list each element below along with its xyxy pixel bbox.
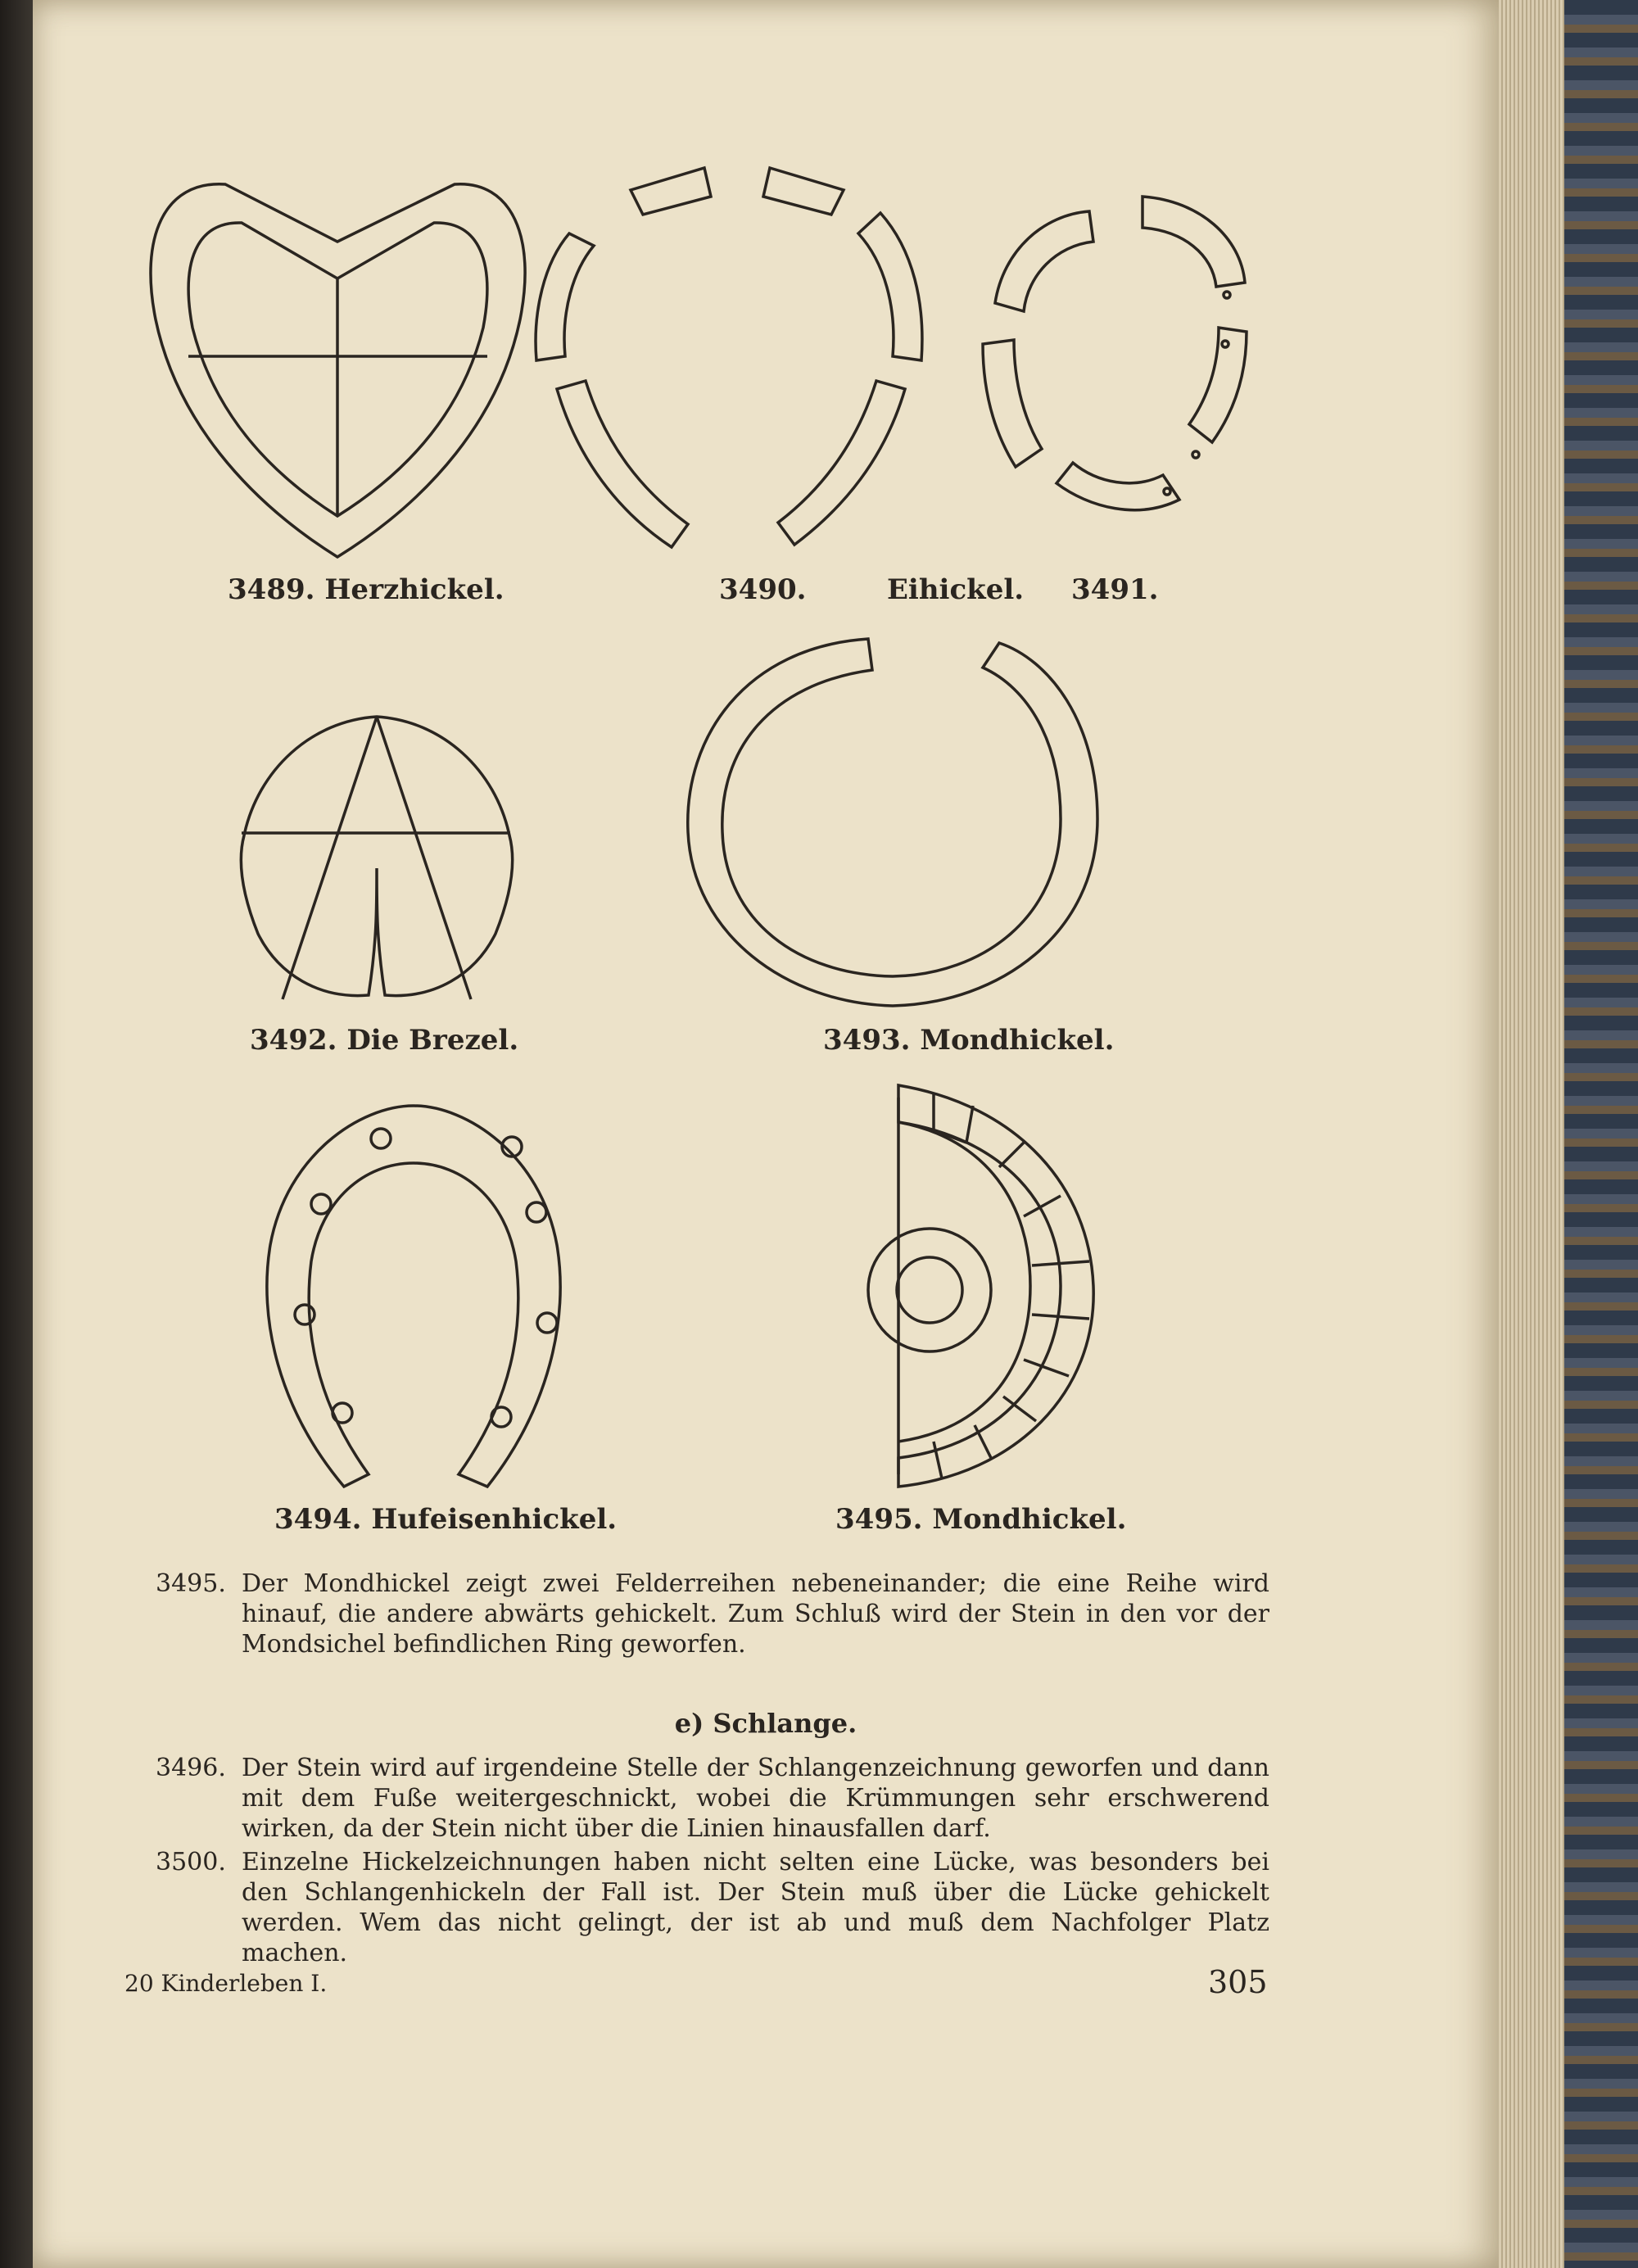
paragraph-block — [156, 1569, 1269, 1663]
figure-3495-crescent-drawing — [868, 1085, 1093, 1487]
caption-3490-label — [887, 573, 1024, 606]
caption-3495 — [835, 1503, 1126, 1536]
book-binding-right — [1556, 0, 1638, 2268]
figure-3491-drawing — [983, 197, 1247, 510]
figure-number: 3489. — [228, 573, 315, 606]
paragraph-number: 3495. — [156, 1569, 226, 1598]
figure-number: 3491. — [1071, 573, 1159, 606]
paragraph-number: 3496. — [156, 1754, 226, 1782]
figure-number: 3494. — [274, 1503, 362, 1536]
figure-3490-egg-drawing — [536, 168, 922, 547]
paragraph-text: Der Stein wird auf irgendeine Stelle der Schlangenzeichnung geworfen und dann mit dem Fuße weitergeschnickt, wobei die Krümmungen sehr erschwerend wirken, da der Stein nicht über die Linien hinausfallen darf. — [242, 1754, 1269, 1843]
book-page — [33, 0, 1499, 2268]
figure-label: Herzhickel. — [324, 573, 505, 606]
section-paragraphs — [156, 1753, 1269, 1971]
footer-signature: 20 Kinderleben I. — [124, 1970, 328, 1997]
caption-3489 — [228, 573, 505, 606]
caption-3491 — [1071, 573, 1158, 606]
figure-number: 3492. — [250, 1024, 337, 1057]
paragraph-3500 — [156, 1847, 1269, 1968]
caption-3494 — [274, 1503, 617, 1536]
paragraph-text: Einzelne Hickelzeichnungen haben nicht selten eine Lücke, was besonders bei den Schlangenhickeln der Fall ist. Der Stein muß über die Lücke gehickelt werden. Wem das nicht gelingt, der ist ab und muß dem Nachfolger Platz machen. — [242, 1848, 1269, 1967]
figure-3493-moon-drawing — [688, 639, 1097, 1006]
figure-label: Die Brezel. — [346, 1024, 519, 1057]
figure-label: Eihickel. — [887, 573, 1025, 606]
figure-label: Mondhickel. — [920, 1024, 1115, 1057]
paragraph-number: 3500. — [156, 1848, 226, 1876]
page-number: 305 — [1208, 1964, 1268, 2000]
figure-label: Mondhickel. — [932, 1503, 1127, 1536]
caption-3493 — [823, 1024, 1114, 1057]
figure-3489-heart-drawing — [151, 184, 525, 557]
caption-3490-number — [719, 573, 806, 606]
paragraph-text: Der Mondhickel zeigt zwei Felderreihen nebeneinander; die eine Reihe wird hinauf, die andere abwärts gehickelt. Zum Schluß wird der Stein in den vor der Mondsichel befindlichen Ring geworfen. — [242, 1569, 1269, 1659]
paragraph-3495 — [156, 1569, 1269, 1659]
figure-3492-pretzel-drawing — [241, 717, 512, 999]
caption-3492 — [250, 1024, 518, 1057]
figure-number: 3490. — [719, 573, 807, 606]
section-heading: e) Schlange. — [674, 1708, 857, 1739]
paragraph-3496 — [156, 1753, 1269, 1844]
page-edges — [1491, 0, 1564, 2268]
figure-number: 3493. — [823, 1024, 911, 1057]
figure-3494-horseshoe-drawing — [267, 1106, 560, 1487]
figure-label: Hufeisenhickel. — [371, 1503, 618, 1536]
figure-number: 3495. — [835, 1503, 923, 1536]
